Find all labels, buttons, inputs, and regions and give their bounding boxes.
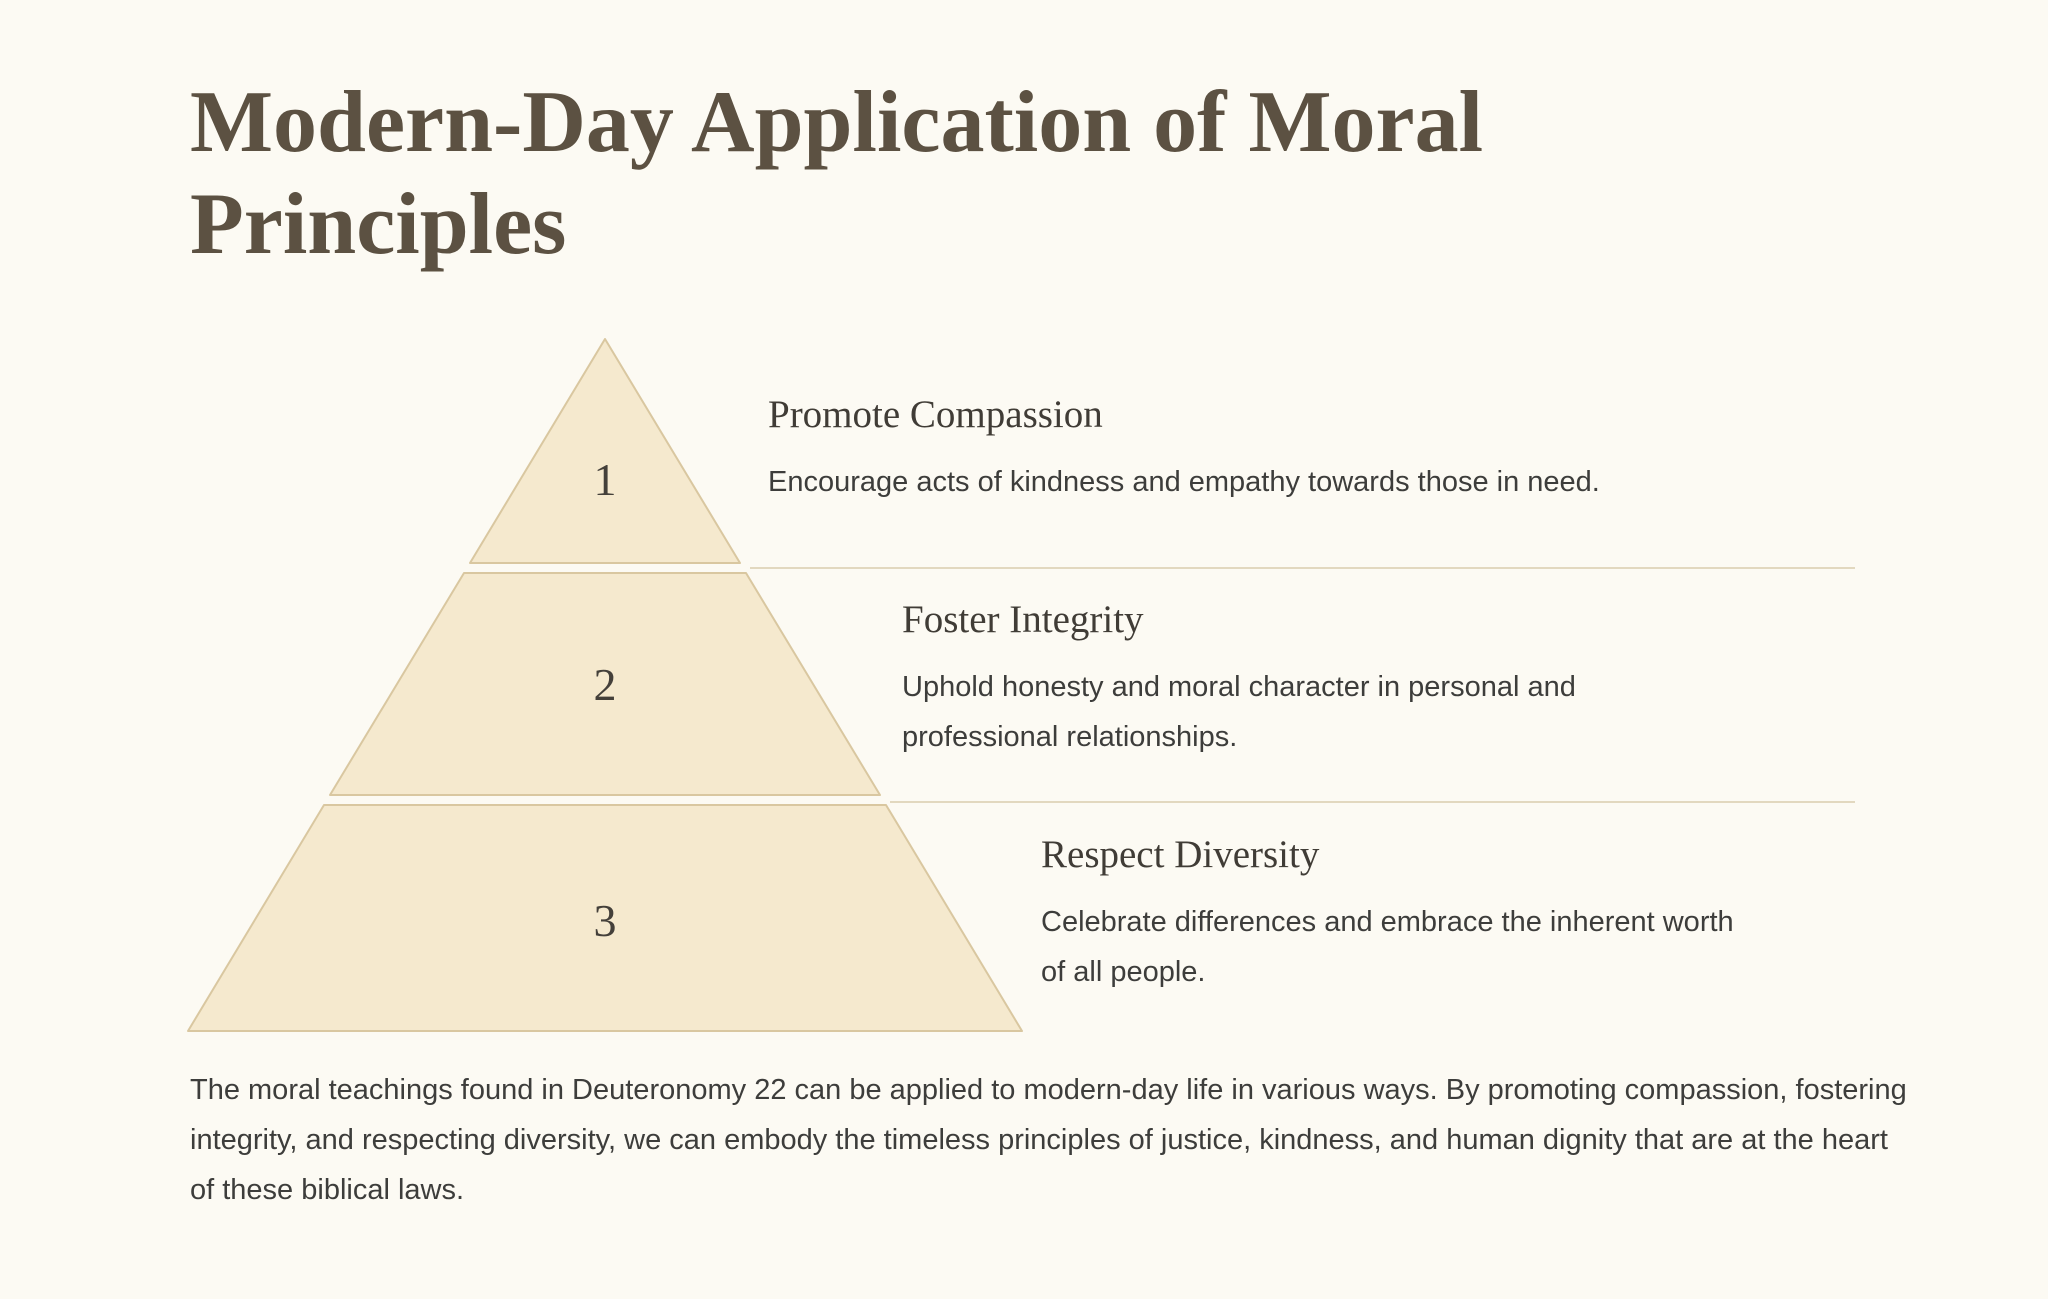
tier-2-description: Uphold honesty and moral character in personal and professional relationships. [902, 671, 1576, 753]
tier-1-text-block [768, 393, 1748, 507]
tier-3-heading: Respect Diversity [1041, 833, 1320, 876]
tier-3-text-block [1041, 833, 1756, 997]
tier-1-description: Encourage acts of kindness and empathy towards those in need. [768, 466, 1600, 498]
tier-3-description: Celebrate differences and embrace the inherent worth of all people. [1041, 906, 1734, 988]
page-title: Modern-Day Application of Moral Principles [190, 74, 1484, 273]
tier-1-heading: Promote Compassion [768, 393, 1103, 436]
tier-2-heading: Foster Integrity [902, 598, 1144, 641]
tier-divider-1 [750, 567, 1855, 569]
pyramid-tier-2-number: 2 [593, 659, 617, 710]
summary-paragraph: The moral teachings found in Deuteronomy 22 can be applied to modern-day life in various ways. By promoting compassion, fostering integrity, and respecting diversity, we can embody the timeless principles of justice, kindness, and human dignity that are at the heart of these biblical laws. [190, 1074, 1907, 1206]
tier-divider-2 [890, 801, 1855, 803]
pyramid-tier-1-number: 1 [593, 454, 617, 505]
pyramid-tier-3-number: 3 [593, 895, 617, 946]
pyramid-tier-1-shape [470, 339, 740, 563]
tier-2-text-block [902, 598, 1602, 762]
